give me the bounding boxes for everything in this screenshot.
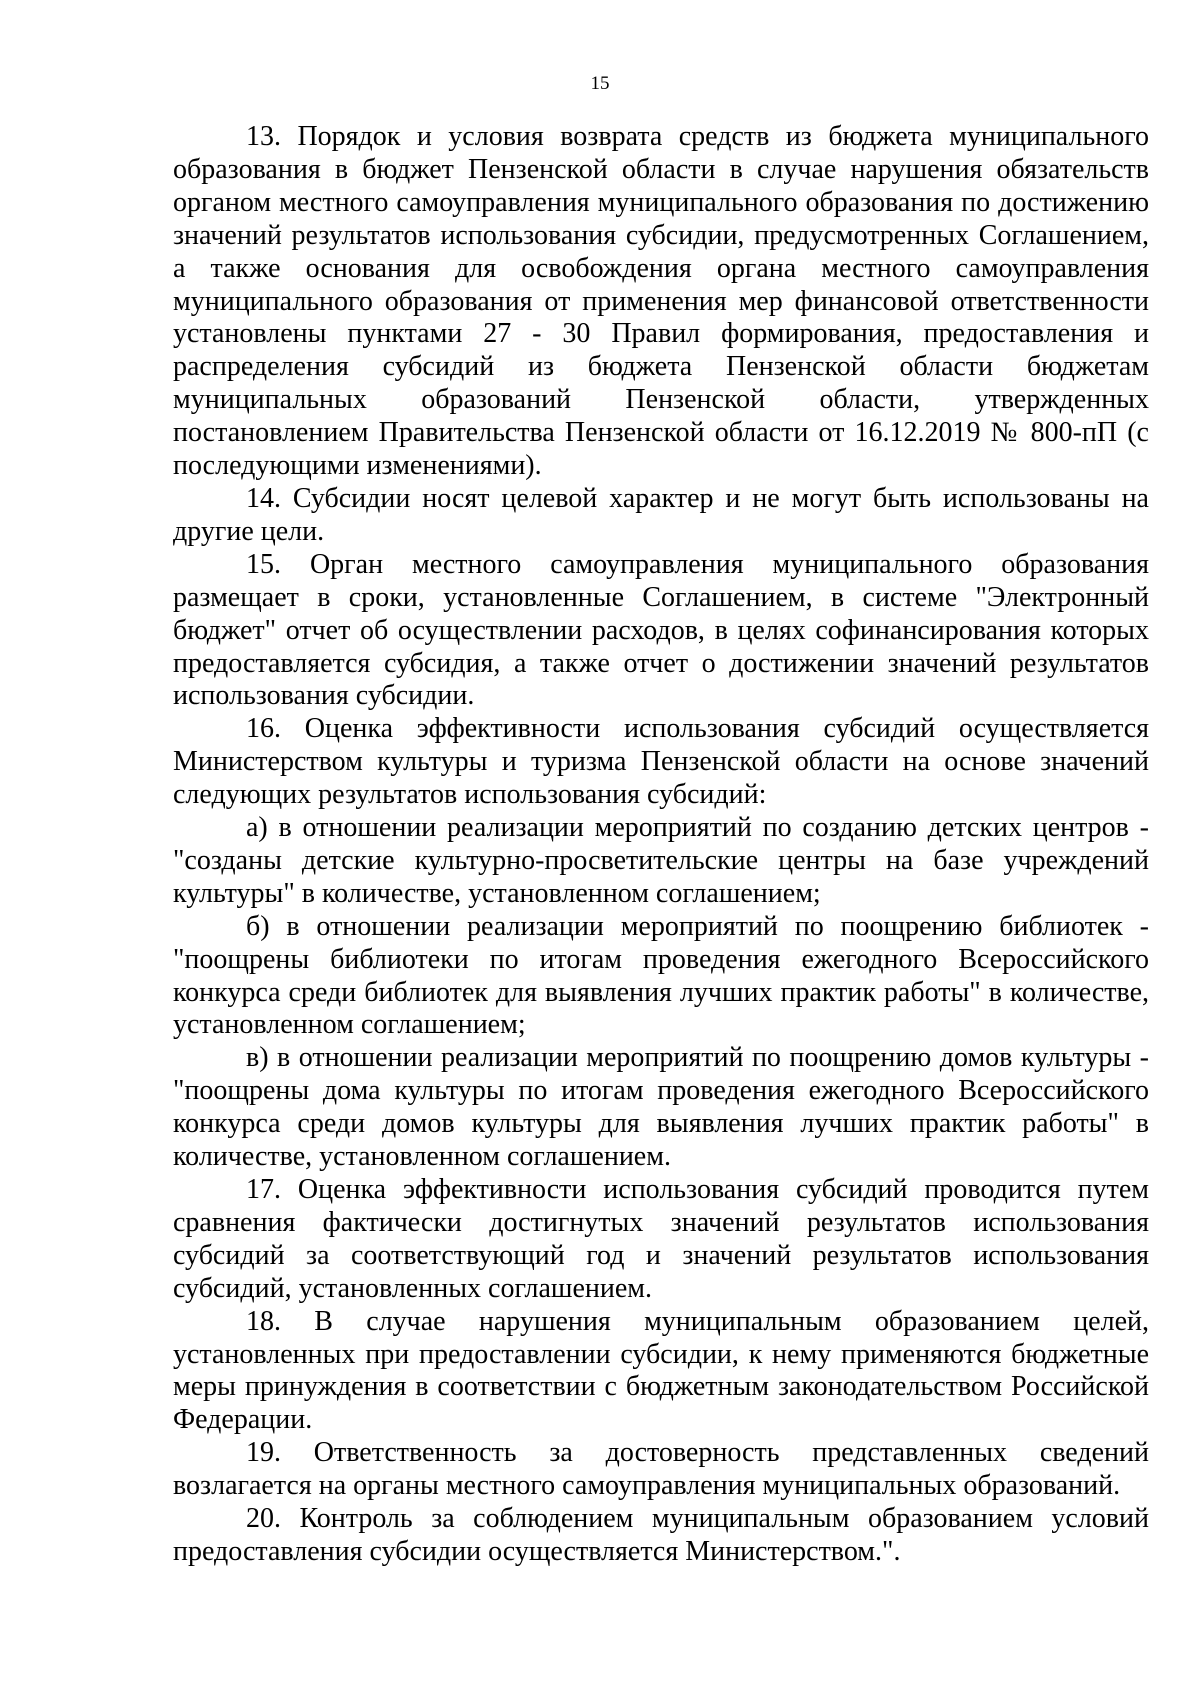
paragraph-15: 15. Орган местного самоуправления муниципального образования размещает в сроки, установленные Соглашением, в системе "Электронный бюджет" отчет об осуществлении расходов, в целях софинансирования которых предоставляется субсидия, а также отчет о достижении значений результатов использования субсидии.	[173, 548, 1149, 712]
paragraph-18: 18. В случае нарушения муниципальным образованием целей, установленных при предоставлении субсидии, к нему применяются бюджетные меры принуждения в соответствии с бюджетным законодательством Российской Федерации.	[173, 1305, 1149, 1436]
page-number: 15	[590, 73, 610, 94]
paragraph-16b: б) в отношении реализации мероприятий по поощрению библиотек - "поощрены библиотеки по итогам проведения ежегодного Всероссийского конкурса среди библиотек для выявления лучших практик работы" в количестве, установленном соглашением;	[173, 910, 1149, 1041]
paragraph-19: 19. Ответственность за достоверность представленных сведений возлагается на органы местного самоуправления муниципальных образований.	[173, 1437, 1149, 1502]
paragraph-13: 13. Порядок и условия возврата средств из бюджета муниципального образования в бюджет Пензенской области в случае нарушения обязательств органом местного самоуправления муниципального образования по достижению значений результатов использования субсидии, предусмотренных Соглашением, а также основания для освобождения органа местного самоуправления муниципального образования от применения мер финансовой ответственности установлены пунктами 27 - 30 Правил формирования, предоставления и распределения субсидий из бюджета Пензенской области бюджетам муниципальных образований Пензенской области, утвержденных постановлением Правительства Пензенской области от 16.12.2019 № 800-пП (с последующими изменениями).	[173, 121, 1149, 482]
paragraph-16v: в) в отношении реализации мероприятий по поощрению домов культуры - "поощрены дома культуры по итогам проведения ежегодного Всероссийского конкурса среди домов культуры для выявления лучших практик работы" в количестве, установленном соглашением.	[173, 1042, 1149, 1173]
paragraph-16: 16. Оценка эффективности использования субсидий осуществляется Министерством культуры и туризма Пензенской области на основе значений следующих результатов использования субсидий:	[173, 713, 1149, 811]
paragraph-14: 14. Субсидии носят целевой характер и не могут быть использованы на другие цели.	[173, 482, 1149, 547]
paragraph-16a: а) в отношении реализации мероприятий по созданию детских центров - "созданы детские культурно-просветительские центры на базе учреждений культуры" в количестве, установленном соглашением;	[173, 812, 1149, 909]
paragraph-20: 20. Контроль за соблюдением муниципальным образованием условий предоставления субсидии осуществляется Министерством.".	[173, 1503, 1149, 1567]
paragraph-17: 17. Оценка эффективности использования субсидий проводится путем сравнения фактически достигнутых значений результатов использования субсидий за соответствующий год и значений результатов использования субсидий, установленных соглашением.	[173, 1174, 1149, 1304]
document-body	[173, 121, 1149, 1569]
